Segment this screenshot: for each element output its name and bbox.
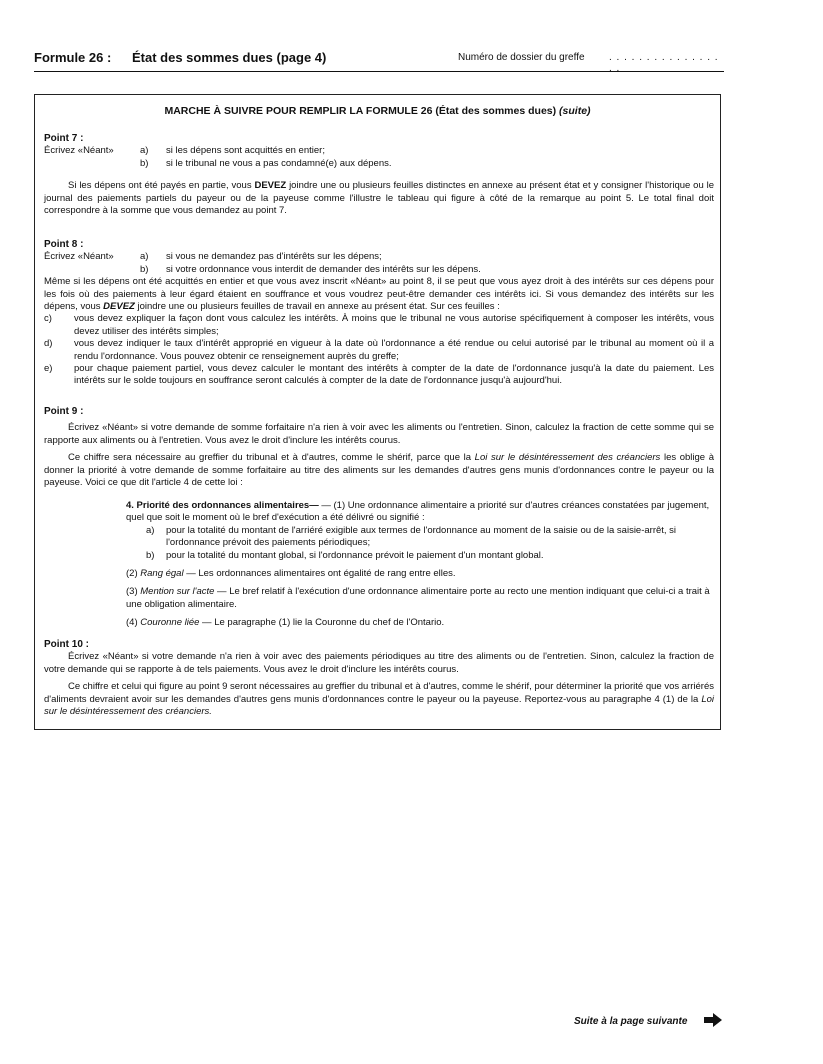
instructions-title: MARCHE À SUIVRE POUR REMPLIR LA FORMULE 26 (État des sommes dues) (suite) xyxy=(164,105,591,117)
statute-section-4-2: (2) Rang égal — Les ordonnances alimentaires ont égalité de rang entre elles. xyxy=(126,568,456,580)
point-9-paragraph-1: Écrivez «Néant» si votre demande de somme forfaitaire n'a rien à voir avec les aliments ou l'entretien. Sinon, calculez la fraction de cette somme qui se rapporte aux aliments ou à l'entretien. Vous avez le droit d'inclure les intérêts courus. xyxy=(44,422,714,446)
list-item: c) vous devez expliquer la façon dont vous calculez les intérêts. À moins que le tribunal ne vous autorise spécifiquement à composer les intérêts, vous devez utiliser des intérêts simples; xyxy=(44,313,714,337)
point-10-section xyxy=(44,639,714,718)
page-header xyxy=(34,50,724,72)
point-10-paragraph-1: Écrivez «Néant» si votre demande n'a rien à voir avec des paiements périodiques au titre des aliments ou de l'entretien. Sinon, calculez la fraction de votre demande qui se rapporte à de tels paiements. Vous avez le droit d'inclure les intérêts courus. xyxy=(44,651,714,675)
point-10-heading: Point 10 : xyxy=(44,639,90,650)
list-item: d) vous devez indiquer le taux d'intérêt approprié en vigueur à la date où l'ordonnance a été rendue ou celui autorisé par le tribunal au moment où il a rendu l'ordonnance. Vous pouvez obtenir ce renseignement auprès du greffe; xyxy=(44,338,714,362)
point-9-section xyxy=(44,406,714,489)
statute-quote xyxy=(126,500,714,630)
write-nil-label: Écrivez «Néant» xyxy=(44,145,114,157)
point-10-paragraph-2: Ce chiffre et celui qui figure au point 9 seront nécessaires au greffier du tribunal et à d'autres, comme le shérif, pour déterminer la priorité que vos arriérés d'aliments devraient avoir sur les demandes d'autres gens munis d'ordonnances contre le payeur ou la payeuse. Reportez-vous au paragraphe 4 (1) de la Loi sur le désintéressement des créanciers. xyxy=(44,681,715,718)
form-title: État des sommes dues (page 4) xyxy=(132,50,327,65)
point-8-heading: Point 8 : xyxy=(44,239,84,250)
list-item: e) pour chaque paiement partiel, vous devez calculer le montant des intérêts à compter de la date de l'ordonnance jusqu'à la date du paiement. Les intérêts sur le solde toujours en souffrance seront calculés à compter de la date de l'ordonnance jusqu'à aujourd'hui. xyxy=(44,363,714,387)
statute-section-4-1: 4. Priorité des ordonnances alimentaires— — (1) Une ordonnance alimentaire a priorité sur d'autres créances constatées par jugement, quel que soit le moment où le bref d'exécution a été délivré ou signifié : xyxy=(126,500,710,524)
court-file-number-label: Numéro de dossier du greffe xyxy=(458,52,585,63)
court-file-number-field[interactable]: . . . . . . . . . . . . . . . . . xyxy=(609,52,719,74)
point-8-paragraph: Même si les dépens ont été acquittés en entier et que vous avez inscrit «Néant» au point 8, il se peut que vous ayez droit à des intérêts sur ces dépens pour les fois où des paiements à leur égard étaient en souffrance et vous voudrez peut-être demander ces intérêts ici. Si vous demandez des intérêts sur les dépens, vous DEVEZ joindre une ou plusieurs feuilles de travail en annexe au présent état. Sur ces feuilles : xyxy=(44,276,714,312)
write-nil-label: Écrivez «Néant» xyxy=(44,251,114,263)
point-7-heading: Point 7 : xyxy=(44,133,84,144)
form-number: Formule 26 : xyxy=(34,50,112,65)
continue-label: Suite à la page suivante xyxy=(574,1016,688,1027)
point-9-heading: Point 9 : xyxy=(44,406,84,417)
point-7-section: Point 7 : Écrivez «Néant» a) si les dépens sont acquittés en entier; b) si le tribunal ne vous a pas condamné(e) aux dépens. Si les dépens ont été payés en partie, vous DEVEZ joindre une ou plusieurs feuilles distinctes en annexe au présent état et y consigner l'historique ou le journal des paiements partiels du payeur ou de la payeuse comme l'illustre le tableau qui figure à côté de la remarque au point 5. Le total final doit correspondre à la somme que vous demandez au point 7. xyxy=(44,133,715,216)
statute-clause-b: b) pour la totalité du montant global, si l'ordonnance prévoit le paiement d'un montant global. xyxy=(146,549,544,561)
title-suffix: (suite) xyxy=(559,105,591,117)
statute-section-4-3: (3) Mention sur l'acte — Le bref relatif à l'exécution d'une ordonnance alimentaire porte au recto une mention indiquant que celui-ci a trait à une obligation alimentaire. xyxy=(126,586,710,610)
instructions-box xyxy=(34,94,721,730)
point-9-paragraph-2: Ce chiffre sera nécessaire au greffier du tribunal et à d'autres, comme le shérif, parce que la Loi sur le désintéressement des créanciers les oblige à donner la priorité à votre demande de somme forfaitaire au titre des aliments sur les demandes d'autres gens munis d'ordonnances contre le payeur ou la payeuse. Voici ce que dit l'article 4 de cette loi : xyxy=(44,452,715,489)
point-8-section: Point 8 : Écrivez «Néant» a) si vous ne demandez pas d'intérêts sur les dépens; b) si votre ordonnance vous interdit de demander des intérêts sur les dépens. Même si les dépens ont été acquittés en entier et que vous avez inscrit «Néant» au point 8, il se peut que vous ayez droit à des intérêts sur ces dépens pour les fois où des paiements à leur égard étaient en souffrance et vous voudrez peut-être demander ces intérêts ici. Si vous demandez des intérêts sur les dépens, vous DEVEZ joindre une ou plusieurs feuilles de travail en annexe au présent état. Sur ces feuilles : c) vous devez expliquer la façon dont vous calculez les intérêts. À moins que le tribunal ne vous autorise spécifiquement à composer les intérêts, vous devez utiliser des intérêts simples; d) vous devez indiquer le taux d'intérêt approprié en vigueur à la date où l'ordonnance a été rendue ou celui autorisé par le tribunal au moment où il a rendu l'ordonnance. Vous pouvez obtenir ce renseignement auprès du greffe; e) pour chaque paiement partiel, vous devez calculer le montant des intérêts à compter de la date de l'ordonnance jusqu'à la date du paiement. Les intérêts sur le solde toujours en souffrance seront calculés à compter de la date de l'ordonnance jusqu'à aujourd'hui. xyxy=(44,239,714,387)
header-rule xyxy=(34,71,724,72)
statute-section-4-4: (4) Couronne liée — Le paragraphe (1) lie la Couronne du chef de l'Ontario. xyxy=(126,617,445,629)
statute-clause-a: a) pour la totalité du montant de l'arriéré exigible aux termes de l'ordonnance au moment de la saisie ou de la saisie-arrêt, si l'ordonnance prévoit des paiements périodiques; xyxy=(146,524,677,549)
right-arrow-icon xyxy=(703,1013,723,1027)
point-7-paragraph: Si les dépens ont été payés en partie, vous DEVEZ joindre une ou plusieurs feuilles distinctes en annexe au présent état et y consigner l'historique ou le journal des paiements partiels du payeur ou de la payeuse comme l'illustre le tableau qui figure à côté de la remarque au point 5. Le total final doit correspondre à la somme que vous demandez au point 7. xyxy=(44,180,715,216)
